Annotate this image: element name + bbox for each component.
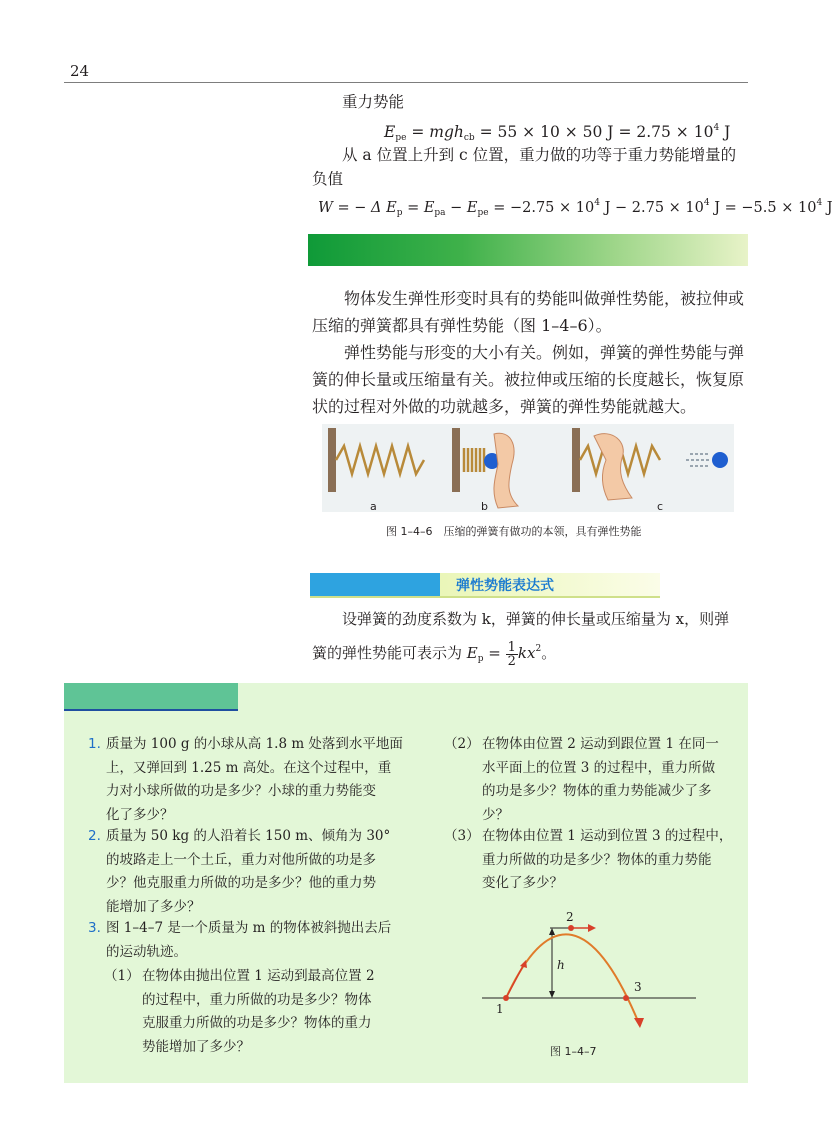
figure-1-4-6 bbox=[322, 424, 734, 512]
section-band bbox=[308, 234, 748, 266]
figure-1-4-7 bbox=[476, 908, 706, 1028]
q2-number: 2. bbox=[88, 828, 101, 844]
q1-number: 1. bbox=[88, 736, 101, 752]
page-number: 24 bbox=[70, 62, 90, 80]
q1-text: 质量为 100 g 的小球从高 1.8 m 处落到水平地面 上，又弹回到 1.25 m 高处。在这个过程中，重 力对小球所做的功是多少？小球的重力势能变 化了多少？ bbox=[106, 736, 403, 823]
q3b-text: 在物体由位置 2 运动到跟位置 1 在同一 水平面上的位置 3 的过程中，重力所做 的功是多少？物体的重力势能减少了多 少？ bbox=[482, 736, 719, 823]
label-position-3: 3 bbox=[634, 980, 642, 994]
header-rule bbox=[64, 82, 748, 83]
q3a-text: 在物体由抛出位置 1 运动到最高位置 2 的过程中，重力所做的功是多少？物体 克服重力所做的功是多少？物体的重力 势能增加了多少？ bbox=[142, 968, 375, 1055]
paragraph-elastic-def: 物体发生弹性形变时具有的势能叫做弹性势能，被拉伸或 压缩的弹簧都具有弹性势能（图 1–4–6）。 弹性势能与形变的大小有关。例如，弹簧的弹性势能与弹 簧的伸长量或压缩量有关。被拉伸或压缩的长度越长，恢复原 状的过程对外做的功就越多，弹簧的弹性势能就越大。 bbox=[312, 289, 745, 416]
trajectory-diagram bbox=[476, 908, 706, 1028]
figure-label-b: b bbox=[481, 500, 488, 513]
calc-heading: 重力势能 bbox=[342, 93, 405, 111]
section-heading-bar bbox=[310, 573, 440, 596]
label-position-2: 2 bbox=[566, 910, 574, 924]
spring-b-compressed bbox=[464, 448, 484, 472]
point-2 bbox=[568, 925, 574, 931]
elastic-formula-l1: 设弹簧的劲度系数为 k，弹簧的伸长量或压缩量为 x，则弹 bbox=[342, 610, 730, 628]
section-heading-underline bbox=[310, 596, 660, 598]
ball-c bbox=[712, 452, 728, 468]
spring-illustration bbox=[322, 424, 734, 512]
exercise-tab bbox=[64, 683, 238, 709]
trajectory-curve bbox=[506, 934, 640, 1026]
q3c-text: 在物体由位置 1 运动到位置 3 的过程中， 重力所做的功是多少？物体的重力势能 变化了多少？ bbox=[482, 828, 733, 891]
q2-text: 质量为 50 kg 的人沿着长 150 m、倾角为 30° 的坡路走上一个土丘，重力对他所做的功是多 少？他克服重力所做的功是多少？他的重力势 能增加了多少？ bbox=[106, 828, 391, 915]
figure-label-a: a bbox=[370, 500, 377, 513]
label-position-1: 1 bbox=[496, 1002, 504, 1016]
figure-1-4-7-caption: 图 1–4–7 bbox=[550, 1045, 597, 1058]
calc-line2: 从 a 位置上升到 c 位置，重力做的功等于重力势能增量的 bbox=[342, 146, 737, 164]
elastic-formula-l2: 簧的弹性势能可表示为 $E_p$ = $\frac{1}{2}$ $kx^2$。 bbox=[312, 639, 557, 669]
formula-work: W = − Δ $E_p = E_{pa} - E_{pe} = -2.75 \times 10^4$ $J - 2.75 \times 10^4$ $J = -5.5 \times 10^4$ J bbox=[318, 198, 833, 218]
section-title: 弹性势能表达式 bbox=[456, 578, 554, 594]
spring-a bbox=[336, 446, 424, 474]
q3b-number: （2） bbox=[444, 736, 480, 752]
exercise-tab-underline bbox=[64, 709, 238, 711]
q3c-number: （3） bbox=[444, 828, 480, 844]
point-3 bbox=[623, 995, 629, 1001]
q3-number: 3. bbox=[88, 920, 101, 936]
formula-epe: $E_{pe} = mgh_{cb} = 55 \times 10 \times 50$ $J = 2.75 \times 10^4$ J bbox=[384, 123, 731, 143]
motion-lines bbox=[686, 454, 710, 466]
q3a-number: （1） bbox=[104, 968, 140, 984]
point-1 bbox=[503, 995, 509, 1001]
calc-line3: 负值 bbox=[312, 170, 344, 188]
figure-caption: 图 1–4–6 压缩的弹簧有做功的本领，具有弹性势能 bbox=[386, 525, 642, 538]
q3-text: 图 1–4–7 是一个质量为 m 的物体被斜抛出去后 的运动轨迹。 bbox=[106, 920, 392, 960]
figure-label-c: c bbox=[657, 500, 664, 513]
hand-b bbox=[494, 433, 518, 508]
label-height: h bbox=[557, 958, 565, 972]
